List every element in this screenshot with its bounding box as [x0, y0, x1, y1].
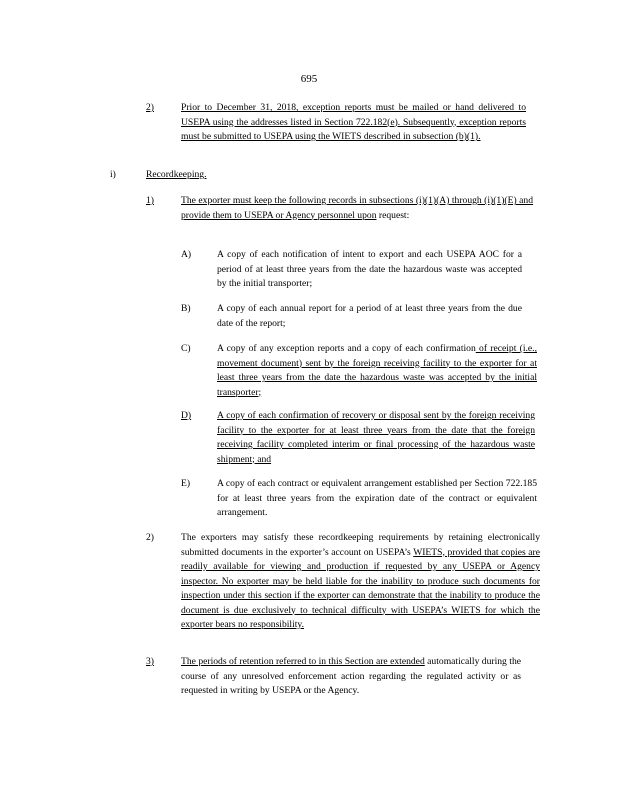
item-label-1: 1) [146, 195, 154, 206]
item-text-exception-confirmation-copy: A copy of any exception reports and a copy of each confirmation of receipt (i.e., movement document) sent by the foreign receiving facility to the exporter for at least three years from the date the hazardous waste was accepted by the initial transporter; [217, 343, 537, 398]
item-text-retention-periods: The periods of retention referred to in this Section are extended automatically during the course of any unresolved enforcement action regarding the regulated activity or as requested in writing by USEPA or the Agency. [181, 656, 522, 696]
item-label-2b: 2) [146, 532, 154, 543]
item-text-exception-reports: Prior to December 31, 2018, exception reports must be mailed or hand delivered to USEPA using the addresses listed in Section 722.182(e). Subsequently, exception reports must be submitted to USEPA using the WIETS described in subsection (b)(1). [181, 102, 526, 142]
item-label-2: 2) [146, 102, 154, 113]
section-label-i: i) [110, 169, 116, 180]
page-number: 695 [300, 73, 318, 85]
item-text-electronic-retention: The exporters may satisfy these recordkeeping requirements by retaining electronically submitted documents in the exporter’s account on USEPA’s WIETS, provided that copies are readily available for viewing and production if requested by any USEPA or Agency inspector. No exporter may be held liable for the inability to produce such documents for inspection under this section if the exporter can demonstrate that the inability to produce the document is due exclusively to technical difficulty with USEPA’s WIETS for which the exporter bears no responsibility. [181, 532, 540, 630]
item-label-A: A) [181, 249, 192, 260]
item-label-B: B) [181, 303, 191, 314]
item-label-D: D) [181, 410, 192, 421]
item-label-E: E) [181, 478, 191, 489]
item-text-records: The exporter must keep the following records in subsections (i)(1)(A) through (i)(1)(E) and provide them to USEPA or Agency personnel upon request: [181, 195, 533, 221]
item-label-C: C) [181, 343, 191, 354]
section-heading-recordkeeping: Recordkeeping. [146, 169, 207, 180]
item-text-annual-report-copy: A copy of each annual report for a period of at least three years from the due date of the report; [217, 303, 522, 329]
item-label-3: 3) [146, 656, 154, 667]
item-text-recovery-confirmation-copy: A copy of each confirmation of recovery or disposal sent by the foreign receiving facility to the exporter for at least three years from the date that the foreign receiving facility completed interim or final processing of the hazardous waste shipment; and [217, 410, 535, 465]
item-text-contract-copy: A copy of each contract or equivalent arrangement established per Section 722.185 for at least three years from the expiration date of the contract or equivalent arrangement. [217, 478, 537, 518]
item-text-notification-copy: A copy of each notification of intent to export and each USEPA AOC for a period of at least three years from the date the hazardous waste was accepted by the initial transporter; [217, 249, 522, 289]
